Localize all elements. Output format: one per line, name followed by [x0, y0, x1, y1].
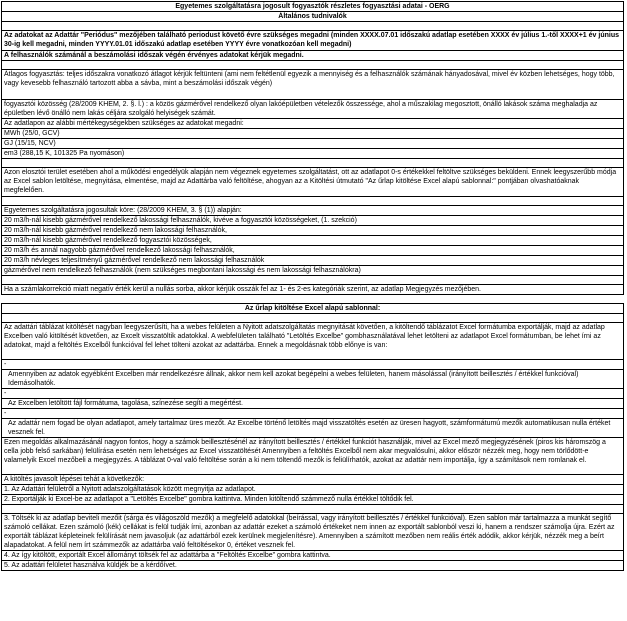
section-gap	[1, 295, 624, 303]
category-item: 20 m3/h névleges teljesítményű gázmérővel rendelkező nem lakossági felhasználók	[1, 256, 624, 266]
instructions-sheet	[1, 1, 624, 571]
dash-row: -	[1, 360, 624, 370]
blank-row	[1, 159, 624, 168]
category-item: 20 m3/h és annál nagyobb gázmérővel rendelkező lakossági felhasználók,	[1, 246, 624, 256]
section-subtitle: Általános tudnivalók	[1, 12, 624, 22]
paste-special-note: Ezen megoldás alkalmazásánál nagyon fontos, hogy a számok beillesztésénél az irányított beillesztés / értékkel funkciót használják, mivel az Excel mező megjegyzésének (piros kis háromszög a cella jobb felső sarkában) felülírása esetén nem lehetséges az Excel visszatöltését Amennyiben a feltöltés Excelből nem akar megvalósulni, akkor először nézzék meg, hogy nem törlődött-e valamelyik Excel mezőbeli a megjegyzés. A táblázat 0-val való feltöltése során a ki nem töltendő mezők is feliülírhatók, azokat az adattár nem importálja, így a számítások nem romlanak el.	[1, 438, 624, 475]
average-consumption-note: Átlagos fogyasztás: teljes időszakra vonatkozó átlagot kérjük feltünteni (ami nem feltétlenül egyezik a mennyiség és a felhasználók számának hányadosával, mivel év közben lehetséges, hogy több, vagy kevesebb felhasználó tartozott abba a sávba, mint a beszámolási időszak végén)	[1, 70, 624, 100]
consumer-community-note: fogyasztói közösség (28/2009 KHEM, 2. §. l.) : a közös gázmérővel rendelkező olyan lakóépületben vételezők összessége, ahol a műszakilag megosztott, önálló lakások száma meghaladja az épületben lévő önálló nem lakás céljára szolgáló helyiségek számát.	[1, 100, 624, 119]
step-item: 3. Töltsék ki az adatlap beviteli mezőit (sárga és világoszöld mezők) a megfelelő adatokkal (beírással, vagy irányított beillesztés / értékkel funkcióval). Ezen sablon már tartalmazza a munkát segítő számoló cellákat. Ezen számoló (kék) cellákat is felül tudják írni, azonban az adattár ezeket a számoló értékeket nem innen az exportált sablonból veszi ki, hanem a rendszer számolja újra. Ezért az exportált táblázat képleteinek felülírását nem javasoljuk (az adattárból ezek kerülnek megjelenítésre). Amennyiben a számított mezőben nem reális érték adódik, akkor kérjük, nézzék meg a beírt alapadatokat. A felül nem írt számmezők az adattárba való feltöltésekor 0, értéket vesznek fel.	[1, 514, 624, 551]
eligible-intro: Egyetemes szolgáltatásra jogosultak köre: (28/2009 KHEM, 3. § (1)) alapján:	[1, 206, 624, 216]
blank-row	[1, 22, 624, 31]
blank-row	[1, 61, 624, 70]
zero-values-note: Azon elosztói terület esetében ahol a működési engedélyük alapján nem végeznek egyetemes szolgáltatást, ott az adatlapot 0-s értékekkel feltöltve szükséges beküldeni. Ennek leegyszerűbb módja az Excel sablon letöltése, megnyitása, elmentése, majd az Adattárba való feltöltése, ahogyan az a Kitöltési útmutató "Az űrlap kitöltése Excel alapú sablonnal:" pontjában olvashatóaknak megfelelően.	[1, 168, 624, 197]
steps-intro: A kitöltés javasolt lépései tehát a következők:	[1, 475, 624, 485]
category-item: 20 m3/h-nál kisebb gázmérővel rendelkező lakossági felhasználók, kivéve a fogyasztói közösségeket, (1. szekció)	[1, 216, 624, 226]
blank-row	[1, 505, 624, 514]
category-item: 20 m3/h-nál kisebb gázmérővel rendelkező fogyasztói közösségek,	[1, 236, 624, 246]
step-item: 4. Az így kitöltött, exportált Excel állományt töltsék fel az adattárba a "Feltöltés Excelbe" gombra kattintva.	[1, 551, 624, 561]
benefit-item: Az Excelben letöltött fájl formátuma, tagolása, színezése segíti a megértést.	[1, 399, 624, 409]
excel-intro: Az adattári táblázat kitöltését nagyban leegyszerűsíti, ha a webes felületen a Nyitott adatszolgáltatás megnyitását követően, a kitöltendő táblázatot Excel formátumba exportálják, majd az adatlap Excelben való kitöltését követően, az Excelt visszatöltik adatokkal. A webfelületen található "Letöltés Excelbe" gombhasználatával lehet letölteni az adatlapot Excel formátumban, be lehet írni az adatokat, majd a feltöltés Excelből funkcióval fel lehet tölteni azokat az adattárba. Ennek a megoldásnak több előnye is van:	[1, 323, 624, 360]
benefit-item: Az adattár nem fogad be olyan adatlapot, amely tartalmaz üres mezőt. Az Excelbe történő letöltés majd visszatöltés esetén az üresen hagyott, számformátumú mezők automatikusan nulla értéket vesznek fel.	[1, 419, 624, 438]
units-intro: Az adatlapon az alábbi mértékegységekben szükséges az adatokat megadni:	[1, 119, 624, 129]
blank-row	[1, 197, 624, 206]
step-item: 5. Az adattári felületet használva küldjék be a kérdőívet.	[1, 561, 624, 571]
excel-section-title: Az űrlap kitöltése Excel alapú sablonnal:	[1, 303, 624, 314]
blank-row	[1, 276, 624, 285]
step-item: 2. Exportálják ki Excel-be az adatlapot a "Letöltés Excelbe" gombra kattintva. Minden kitöltendő számmező nulla értékkel töltődik fel.	[1, 495, 624, 505]
period-note: Az adatokat az Adattár "Periódus" mezőjében található periodust követő évre szükséges megadni (minden XXXX.07.01 időszakú adatlap esetében XXXX év július 1.-től XXXX+1 év június 30-ig kell megadni, minden YYYY.01.01 időszakú adatlap esetében YYYY évre vonatkozóan kell megadni)	[1, 31, 624, 51]
benefit-item: Amennyiben az adatok egyébként Excelben már rendelkezésre állnak, akkor nem kell azokat begépelni a webes felületen, hanem másolással (irányított beillesztés / értékkel funkcióval) Idemásolhatók.	[1, 370, 624, 389]
unit-item: MWh (25/0, GCV)	[1, 129, 624, 139]
category-item: gázmérővel nem rendelkező felhasználók (nem szükséges megbontani lakossági és nem lakossági felhasználókra)	[1, 266, 624, 276]
unit-item: GJ (15/15, NCV)	[1, 139, 624, 149]
dash-row: -	[1, 389, 624, 399]
dash-row: -	[1, 409, 624, 419]
step-item: 1. Az Adattári felületről a Nyitott adatszolgáltatások között megnyitja az adatlapot.	[1, 485, 624, 495]
negative-value-note: Ha a számlakorrekció miatt negatív érték kerül a nullás sorba, akkor kérjük osszák fel az 1- és 2-es kategóriák szerint, az adatlap Megjegyzés mezőjében.	[1, 285, 624, 295]
sheet-title: Egyetemes szolgáltatásra jogosult fogyasztók részletes fogyasztási adatai - OERG	[1, 1, 624, 12]
unit-item: em3 (288,15 K, 101325 Pa nyomáson)	[1, 149, 624, 159]
blank-row	[1, 314, 624, 323]
category-item: 20 m3/h-nál kisebb gázmérővel rendelkező nem lakossági felhasználók,	[1, 226, 624, 236]
users-count-note: A felhasználók számánál a beszámolási időszak végén érvényes adatokat kérjük megadni.	[1, 51, 624, 61]
